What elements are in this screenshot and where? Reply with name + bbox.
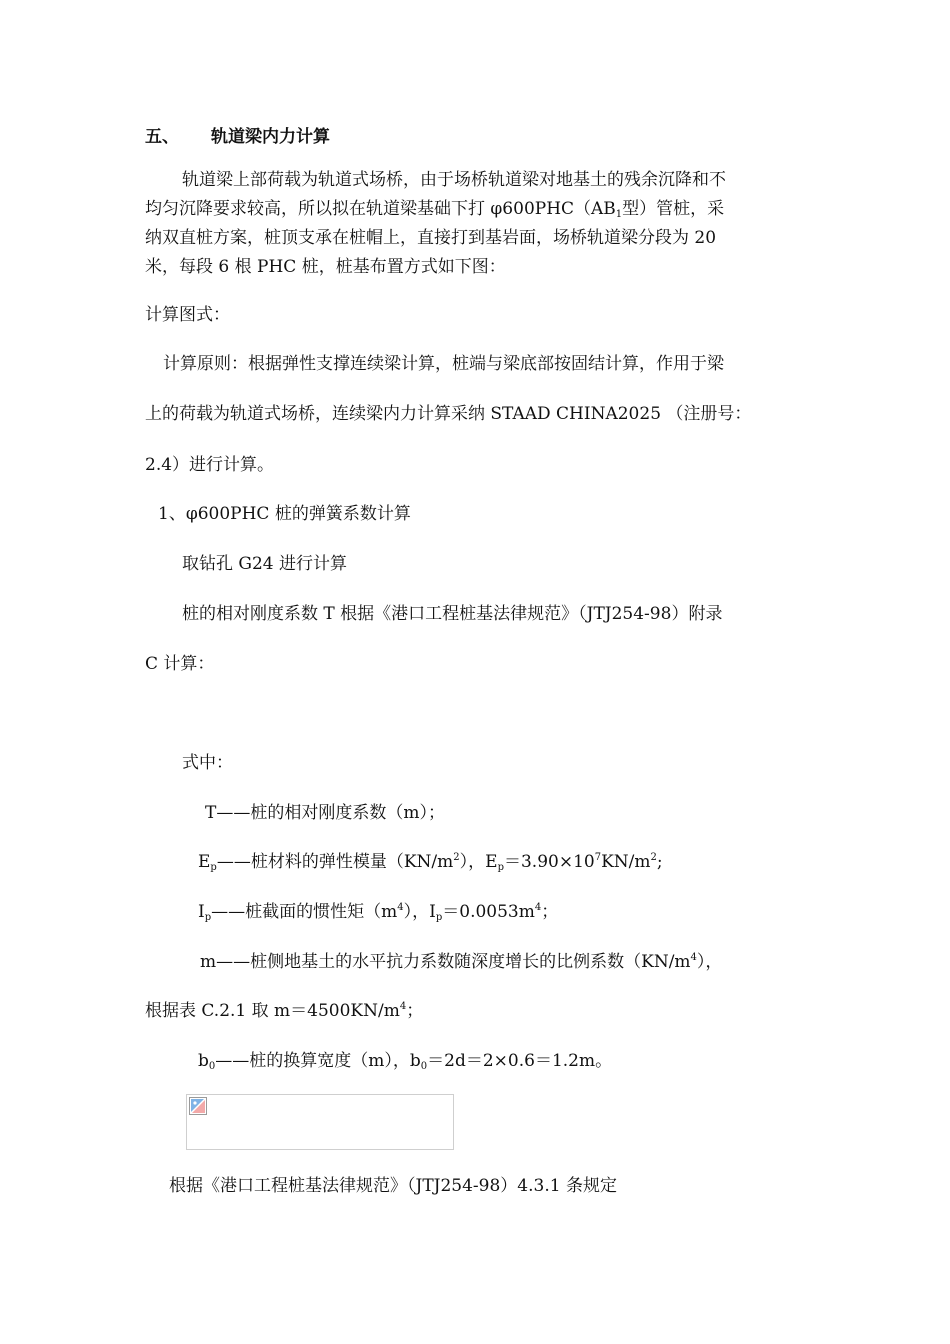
stiffness-line1: 桩的相对刚度系数 T 根据《港口工程桩基法律规范》（JTJ254-98）附录: [182, 604, 723, 624]
def-m: m——桩侧地基土的水平抗力系数随深度增长的比例系数$(KN/m^4)$，: [200, 952, 723, 972]
para1-line3: 纳双直桩方案，桩顶支承在桩帽上，直接打到基岩面，场桥轨道梁分段为 20: [145, 228, 717, 248]
calc-diagram-label: 计算图式：: [145, 305, 230, 325]
def-b0: $b_0——$桩的换算宽度（m），$b_0=2d=2\times 0.6=1.2m$。: [198, 1051, 613, 1072]
rule-text: 根据《港口工程桩基法律规范》（JTJ254-98）4.3.1 条规定: [169, 1176, 617, 1196]
def-Ip: $I_p——$桩截面的惯性矩$(m^4)$，$I_p=0.0053m^4$；: [198, 902, 559, 923]
stiffness-line2: C 计算：: [145, 654, 215, 674]
def-T: T——桩的相对刚度系数（m）；: [205, 803, 445, 823]
subsection-1: 1、φ600PHC 桩的弹簧系数计算: [158, 504, 411, 524]
borehole-text: 取钻孔 G24 进行计算: [182, 554, 348, 574]
where-label: 式中：: [182, 753, 233, 773]
section-heading: [145, 126, 330, 148]
principle-line2: 上的荷载为轨道式场桥，连续梁内力计算采纳 STAAD CHINA2025 （注册号：: [145, 404, 752, 424]
para1-line4: 米，每段 6 根 PHC 桩，桩基布置方式如下图：: [145, 257, 506, 277]
def-m-value: 根据表 C.2.1 取 $m=4500KN/m^4$；: [145, 1001, 424, 1021]
para1-line2: 均匀沉降要求较高，所以拟在轨道梁基础下打 $\varphi 600PHC(AB_1$型）管桩，采: [145, 199, 725, 220]
section-number: 五、: [145, 127, 179, 147]
section-title: 轨道梁内力计算: [211, 127, 330, 147]
para1-line1: 轨道梁上部荷载为轨道式场桥，由于场桥轨道梁对地基土的残余沉降和不: [182, 170, 726, 190]
broken-image-icon: [189, 1097, 207, 1115]
def-Ep: $E_p——$桩材料的弹性模量$(KN/m^2)$，$E_p=3.90\times 10^7KN/m^2$;: [198, 852, 663, 873]
principle-line3: 2.4）进行计算。: [145, 455, 275, 475]
principle-line1: 计算原则：根据弹性支撑连续梁计算，桩端与梁底部按固结计算，作用于梁: [163, 354, 724, 374]
missing-formula-image: [186, 1094, 454, 1150]
